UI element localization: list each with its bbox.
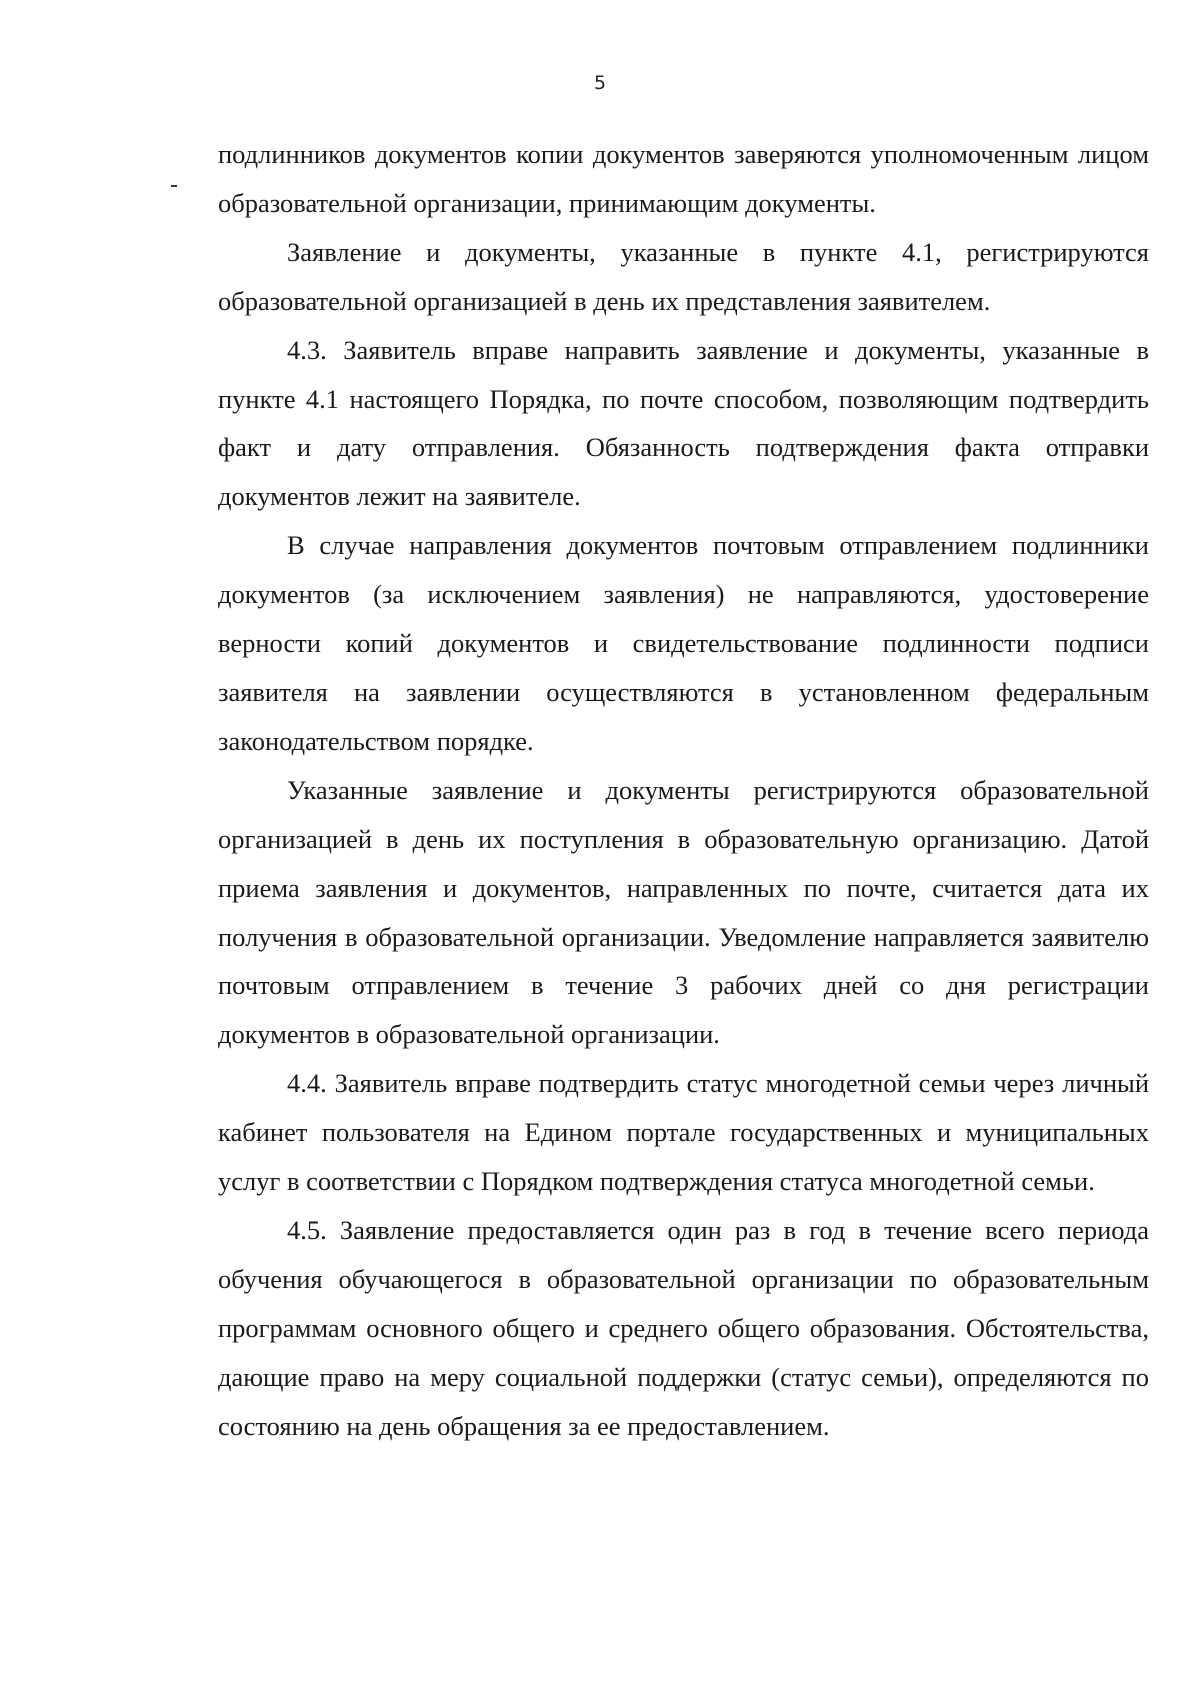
page-number: 5 [593,72,607,94]
document-body [218,130,1149,1450]
paragraph-mail-registration: Указанные заявление и документы регистрируются образовательной организацией в день их поступления в образовательную организацию. Датой приема заявления и документов, направленных по почте, считается дата их получения в образовательной организации. Уведомление направляется заявителю почтовым отправлением в течение 3 рабочих дней со дня регистрации документов в образовательной организации. [218,774,1149,1050]
paragraph-registration: Заявление и документы, указанные в пункте 4.1, регистрируются образовательной организацией в день их представления заявителем. [218,236,1149,316]
paragraph-4-4: 4.4. Заявитель вправе подтвердить статус многодетной семьи через личный кабинет пользователя на Едином портале государственных и муниципальных услуг в соответствии с Порядком подтверждения статуса многодетной семьи. [218,1068,1149,1197]
paragraph-continuation: подлинников документов копии документов заверяются уполномоченным лицом образовательной организации, принимающим документы. [218,139,1149,218]
paragraph-4-5: 4.5. Заявление предоставляется один раз в год в течение всего периода обучения обучающегося в образовательной организации по образовательным программам основного общего и среднего общего образования. Обстоятельства, дающие право на меру социальной поддержки (статус семьи), определяются по состоянию на день обращения за ее предоставлением. [218,1214,1149,1441]
paragraph-mail-case: В случае направления документов почтовым отправлением подлинники документов (за исключением заявления) не направляются, удостоверение верности копий документов и свидетельствование подлинности подписи заявителя на заявлении осуществляются в установленном федеральным законодательством порядке. [218,530,1149,756]
margin-mark [171,185,177,187]
paragraph-4-3: 4.3. Заявитель вправе направить заявление и документы, указанные в пункте 4.1 настоящего Порядка, по почте способом, позволяющим подтвердить факт и дату отправления. Обязанность подтверждения факта отправки документов лежит на заявителе. [218,334,1149,512]
